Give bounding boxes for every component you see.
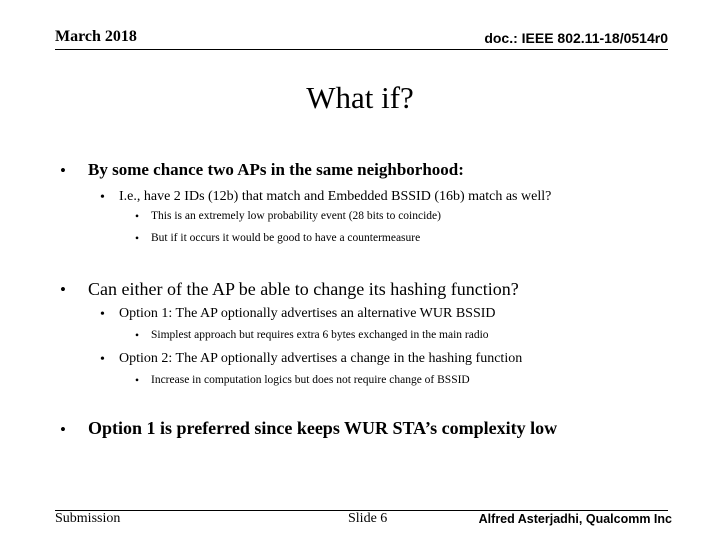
bullet-1-1-1-text: This is an extremely low probability event (28 bits to coincide) (151, 210, 441, 222)
bullet-2-2-marker: • (100, 352, 105, 367)
bullet-2-1-marker: • (100, 307, 105, 322)
header-divider (55, 49, 668, 50)
bullet-3-marker: • (60, 420, 66, 439)
bullet-1-1-text: I.e., have 2 IDs (12b) that match and Embedded BSSID (16b) match as well? (119, 189, 552, 204)
header-doc-id: doc.: IEEE 802.11-18/0514r0 (484, 30, 668, 46)
bullet-2-2-text: Option 2: The AP optionally advertises a change in the hashing function (119, 351, 523, 366)
bullet-2-text: Can either of the AP be able to change its hashing function? (88, 279, 519, 299)
bullet-1-1-2-marker: • (135, 233, 140, 245)
footer-slide-number: Slide 6 (348, 511, 388, 526)
bullet-2-1-1-text: Simplest approach but requires extra 6 bytes exchanged in the main radio (151, 329, 489, 341)
bullet-2-1-1-marker: • (135, 330, 140, 342)
bullet-2-2-1-text: Increase in computation logics but does not require change of BSSID (151, 374, 470, 386)
bullet-1-1-1-marker: • (135, 211, 140, 223)
bullet-1-text: By some chance two APs in the same neighborhood: (88, 160, 464, 179)
slide-title: What if? (306, 80, 414, 115)
bullet-1-1-2-text: But if it occurs it would be good to have a countermeasure (151, 232, 421, 244)
header-date: March 2018 (55, 28, 137, 45)
bullet-1-marker: • (60, 161, 66, 180)
bullet-3-text: Option 1 is preferred since keeps WUR STA’s complexity low (88, 418, 558, 438)
footer-submission: Submission (55, 511, 121, 526)
bullet-2-1-text: Option 1: The AP optionally advertises an alternative WUR BSSID (119, 306, 496, 321)
bullet-1-1-marker: • (100, 190, 105, 205)
bullet-2-marker: • (60, 280, 66, 299)
bullet-2-2-1-marker: • (135, 375, 140, 387)
footer-author: Alfred Asterjadhi, Qualcomm Inc (478, 512, 672, 526)
